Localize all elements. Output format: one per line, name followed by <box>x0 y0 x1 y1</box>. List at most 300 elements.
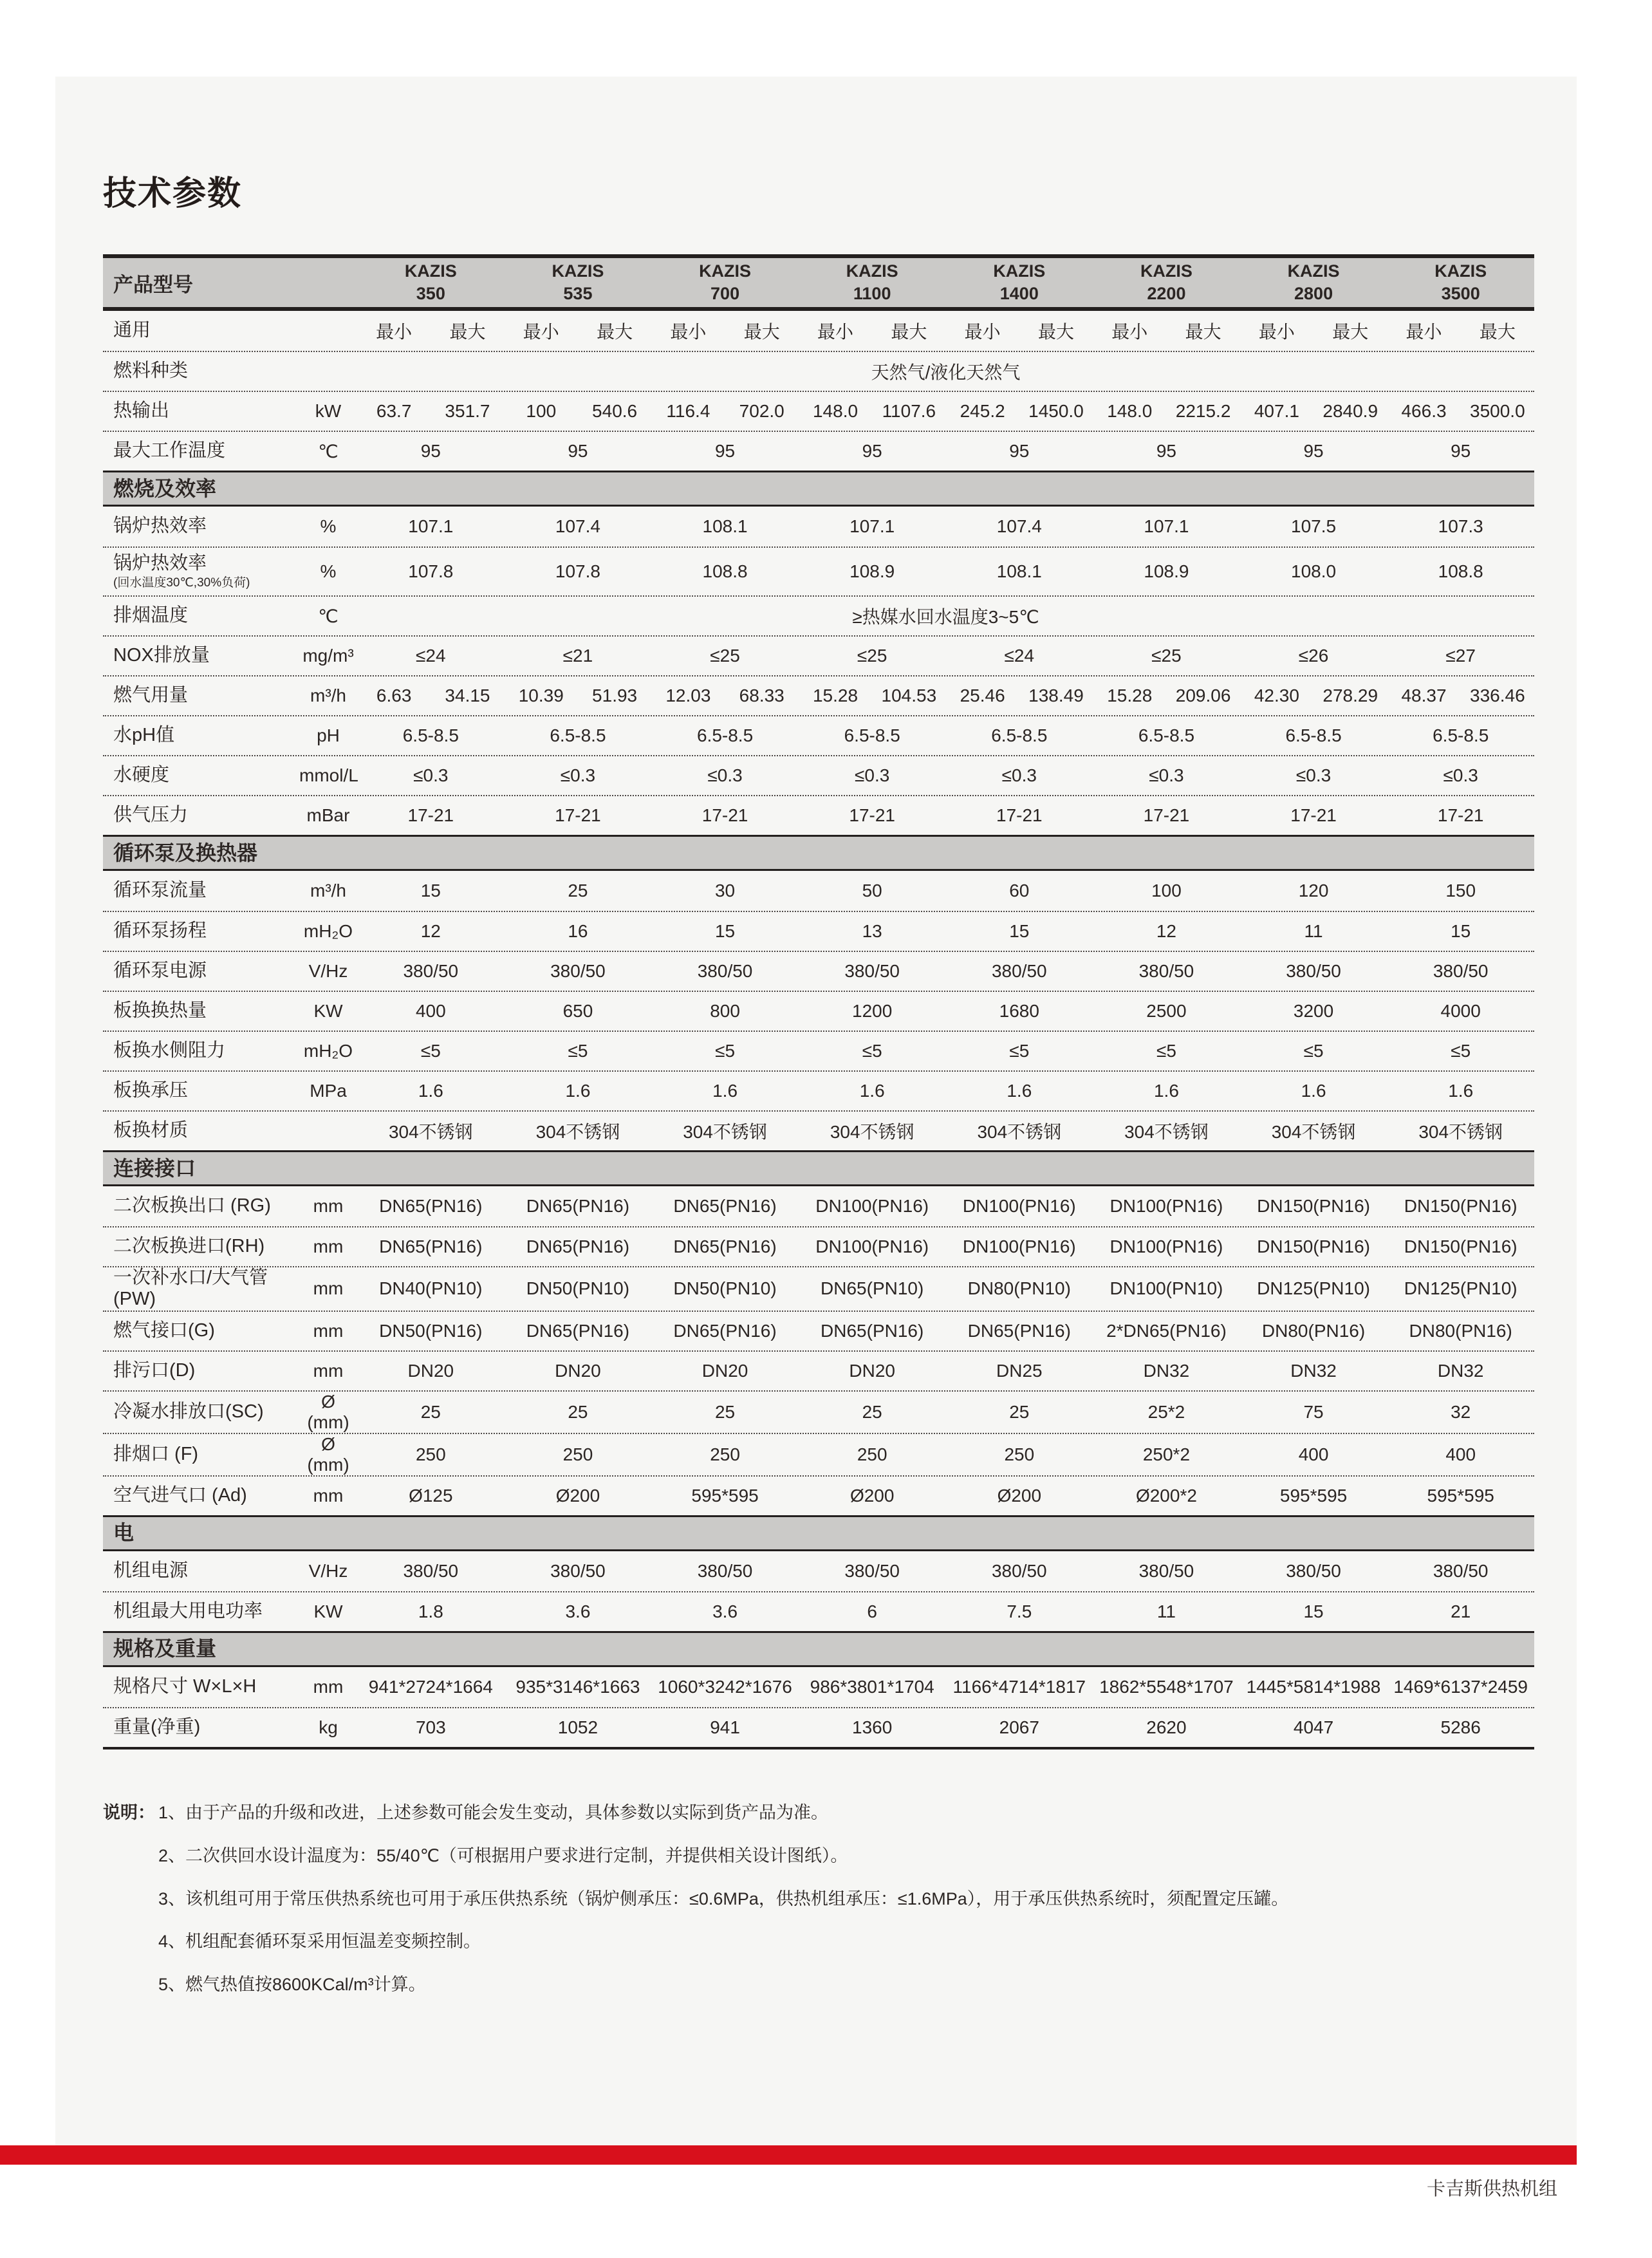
value-cell: 108.0 <box>1291 561 1337 581</box>
note-line <box>103 1889 1487 1910</box>
value-cell: 2500 <box>1146 1001 1187 1021</box>
value-cell: 2620 <box>1146 1717 1187 1737</box>
max-label: 最大 <box>1037 322 1074 342</box>
table-row <box>103 1390 1534 1433</box>
page-title: 技术参数 <box>103 175 243 212</box>
row-unit: mmol/L <box>299 765 358 785</box>
value-pair-cell <box>799 686 946 706</box>
value-cell: ≤5 <box>420 1041 441 1061</box>
model-header <box>1240 260 1387 305</box>
value-pair-cell <box>1387 401 1534 422</box>
value-cell: 304不锈钢 <box>1271 1122 1356 1142</box>
value-cell: 941*2724*1664 <box>368 1676 493 1697</box>
row-label <box>103 440 299 462</box>
value-pair-cell <box>1240 401 1387 422</box>
row-label-text: 循环泵电源 <box>113 960 207 982</box>
value-cell: 95 <box>862 441 882 461</box>
value-cell: DN65(PN16) <box>379 1236 483 1256</box>
value-cell: Ø200 <box>997 1485 1042 1506</box>
row-label <box>103 1717 299 1738</box>
row-label-text: 重量(净重) <box>113 1717 201 1738</box>
row-label <box>103 765 299 786</box>
model-code: 1400 <box>999 284 1039 303</box>
max-value: 1450.0 <box>1028 401 1084 421</box>
value-cell: ≤5 <box>862 1041 882 1061</box>
model-code: 3500 <box>1441 284 1480 303</box>
value-cell: DN100(PN16) <box>1109 1236 1223 1256</box>
row-unit: m³/h <box>310 686 346 705</box>
section-label: 循环泵及换热器 <box>113 841 258 864</box>
value-cell: 1.6 <box>1448 1081 1474 1101</box>
model-header <box>799 260 946 305</box>
row-label-text: 排烟温度 <box>113 605 189 626</box>
value-pair-cell <box>799 401 946 422</box>
value-cell: DN100(PN16) <box>962 1196 1076 1216</box>
table-row <box>103 431 1534 471</box>
max-value: 278.29 <box>1323 686 1378 705</box>
row-label <box>103 685 299 706</box>
max-value: 336.46 <box>1470 686 1525 705</box>
max-value: 2840.9 <box>1323 401 1378 421</box>
value-cell: 2*DN65(PN16) <box>1106 1320 1227 1341</box>
table-row <box>103 1266 1534 1311</box>
value-cell: 380/50 <box>1286 1560 1341 1581</box>
value-cell: 17-21 <box>1437 805 1484 825</box>
row-unit: ℃ <box>318 441 339 462</box>
value-cell: 5286 <box>1440 1717 1481 1737</box>
table-row <box>103 951 1534 991</box>
row-label-text: 循环泵扬程 <box>113 920 207 942</box>
value-cell: 25 <box>862 1401 882 1422</box>
value-cell: 1166*4714*1817 <box>952 1676 1086 1697</box>
min-value: 12.03 <box>665 686 711 705</box>
value-cell: 6 <box>867 1601 877 1621</box>
table-row <box>103 1707 1534 1747</box>
max-value: 2215.2 <box>1175 401 1231 421</box>
min-label: 最小 <box>670 322 707 342</box>
value-cell: 6.5-8.5 <box>1285 725 1342 745</box>
value-cell: DN20 <box>701 1360 748 1381</box>
row-label <box>103 1560 299 1582</box>
value-pair-cell <box>946 401 1093 422</box>
minmax-cell <box>357 318 505 344</box>
value-cell: ≤25 <box>857 646 887 666</box>
value-pair-cell <box>505 401 652 422</box>
value-cell: ≤5 <box>1451 1041 1471 1061</box>
value-cell: DN150(PN16) <box>1257 1196 1370 1216</box>
row-label-text: 空气进气口 (Ad) <box>113 1485 247 1506</box>
max-value: 104.53 <box>881 686 937 705</box>
row-label <box>103 1236 299 1257</box>
row-label <box>103 1195 299 1217</box>
row-unit: mm <box>313 1320 344 1341</box>
note-text: 2、二次供回水设计温度为：55/40℃（可根据用户要求进行定制，并提供相关设计图纸）。 <box>158 1845 848 1865</box>
row-label <box>103 805 299 826</box>
value-cell: 15 <box>420 881 441 900</box>
value-cell: ≤0.3 <box>1001 765 1037 785</box>
row-unit: KW <box>313 1001 343 1021</box>
min-label: 最小 <box>523 322 559 342</box>
row-label-text: 排烟口 (F) <box>113 1444 199 1465</box>
min-value: 15.28 <box>812 686 858 705</box>
value-cell: 107.8 <box>408 561 454 581</box>
row-unit: Ø (mm) <box>307 1433 349 1475</box>
table-row <box>103 391 1534 431</box>
value-cell: 108.9 <box>849 561 895 581</box>
value-pair-cell <box>1093 401 1240 422</box>
note-line <box>103 1931 1487 1953</box>
table-row <box>103 311 1534 351</box>
value-cell: 3.6 <box>712 1601 738 1621</box>
value-cell: 380/50 <box>1286 961 1341 981</box>
value-cell: DN65(PN16) <box>673 1196 777 1216</box>
row-unit: mH₂O <box>303 1041 353 1061</box>
value-cell: 108.1 <box>702 516 748 536</box>
max-value: 1107.6 <box>882 401 936 421</box>
value-cell: 380/50 <box>550 1560 606 1581</box>
value-cell: 380/50 <box>1433 1560 1489 1581</box>
minmax-cell <box>505 318 652 344</box>
min-value: 148.0 <box>812 401 858 421</box>
value-pair-cell <box>1093 686 1240 706</box>
value-cell: ≤26 <box>1298 646 1329 666</box>
value-pair-cell <box>946 686 1093 706</box>
value-cell: DN50(PN10) <box>526 1278 630 1299</box>
row-unit: mm <box>313 1676 344 1697</box>
value-cell: ≤24 <box>416 646 446 666</box>
value-cell: 250 <box>415 1444 446 1464</box>
value-cell: 1469*6137*2459 <box>1393 1676 1528 1697</box>
value-cell: DN150(PN16) <box>1257 1236 1370 1256</box>
value-cell: 250 <box>1004 1444 1035 1464</box>
value-cell: 304不锈钢 <box>830 1122 914 1142</box>
row-span-value: 天然气/液化天然气 <box>871 362 1021 382</box>
value-cell: 12 <box>420 921 441 941</box>
value-cell: DN125(PN10) <box>1404 1278 1517 1299</box>
min-label: 最小 <box>1111 322 1148 342</box>
value-cell: 25 <box>420 1401 441 1422</box>
max-label: 最大 <box>891 322 927 342</box>
value-cell: 6.5-8.5 <box>550 725 606 745</box>
value-cell: ≤25 <box>710 646 740 666</box>
max-label: 最大 <box>1185 322 1221 342</box>
value-cell: 95 <box>420 441 441 461</box>
table-row <box>103 1591 1534 1631</box>
minmax-cell <box>946 318 1093 344</box>
value-cell: 108.1 <box>996 561 1042 581</box>
value-cell: ≤5 <box>1156 1041 1176 1061</box>
value-cell: 380/50 <box>844 961 900 981</box>
value-cell: DN65(PN10) <box>821 1278 924 1299</box>
max-label: 最大 <box>1479 322 1516 342</box>
row-label <box>103 553 299 590</box>
value-cell: DN65(PN16) <box>526 1196 630 1216</box>
max-value: 209.06 <box>1175 686 1231 705</box>
row-label-text: 二次板换进口(RH) <box>113 1236 265 1257</box>
row-label-text: 循环泵流量 <box>113 880 207 901</box>
value-cell: 3.6 <box>565 1601 591 1621</box>
value-cell: 1060*3242*1676 <box>658 1676 792 1697</box>
min-value: 63.7 <box>376 401 412 421</box>
value-cell: 15 <box>1303 1601 1324 1621</box>
value-cell: 380/50 <box>403 961 459 981</box>
row-unit: mBar <box>306 805 350 825</box>
section-label: 电 <box>113 1521 135 1545</box>
section-label: 规格及重量 <box>113 1637 217 1661</box>
row-label-text: 水硬度 <box>113 765 170 786</box>
value-cell: 107.1 <box>849 516 895 536</box>
max-label: 最大 <box>449 322 486 342</box>
model-header <box>357 260 505 305</box>
value-cell: DN40(PN10) <box>379 1278 483 1299</box>
value-cell: 60 <box>1009 881 1030 900</box>
value-cell: 400 <box>415 1001 446 1021</box>
value-cell: Ø200 <box>849 1485 895 1506</box>
row-span-value: ≥热媒水回水温度3~5℃ <box>852 607 1039 627</box>
value-cell: 4000 <box>1440 1001 1481 1021</box>
value-cell: DN150(PN16) <box>1404 1236 1517 1256</box>
value-cell: 6.5-8.5 <box>696 725 754 745</box>
row-unit: m³/h <box>310 881 346 900</box>
value-cell: 400 <box>1298 1444 1329 1464</box>
model-brand: KAZIS <box>699 261 752 281</box>
value-cell: 250 <box>562 1444 593 1464</box>
max-label: 最大 <box>597 322 633 342</box>
table-row <box>103 871 1534 911</box>
value-cell: 15 <box>1451 921 1471 941</box>
value-cell: 1.6 <box>565 1081 591 1101</box>
value-cell: DN100(PN10) <box>1109 1278 1223 1299</box>
row-label-text: 燃气接口(G) <box>113 1320 215 1341</box>
min-value: 6.63 <box>376 686 412 705</box>
max-value: 702.0 <box>739 401 784 421</box>
row-label-text: 通用 <box>113 320 151 341</box>
value-cell: 595*595 <box>691 1485 759 1506</box>
value-cell: 380/50 <box>1138 961 1194 981</box>
value-cell: 595*595 <box>1279 1485 1348 1506</box>
value-cell: 25*2 <box>1147 1401 1185 1422</box>
table-row <box>103 1475 1534 1515</box>
row-unit: mH₂O <box>303 921 353 941</box>
row-label-text: NOX排放量 <box>113 645 210 666</box>
table-row <box>103 595 1534 635</box>
value-cell: ≤5 <box>1303 1041 1324 1061</box>
value-cell: 304不锈钢 <box>388 1122 473 1142</box>
row-unit: % <box>320 561 337 581</box>
value-cell: 7.5 <box>1007 1601 1032 1621</box>
model-brand: KAZIS <box>404 261 457 281</box>
section-header-row <box>103 1631 1534 1667</box>
minmax-cell <box>1240 318 1387 344</box>
value-cell: 17-21 <box>555 805 601 825</box>
value-cell: 25 <box>714 1401 736 1422</box>
value-cell: DN65(PN16) <box>526 1320 630 1341</box>
value-cell: 400 <box>1445 1444 1476 1464</box>
row-sublabel: (回水温度30℃,30%负荷) <box>113 575 250 590</box>
value-cell: 250 <box>710 1444 740 1464</box>
row-unit: mm <box>313 1360 344 1381</box>
value-cell: 107.1 <box>408 516 454 536</box>
value-cell: 703 <box>415 1717 446 1737</box>
value-cell: ≤25 <box>1151 646 1182 666</box>
value-cell: DN80(PN16) <box>1261 1320 1366 1341</box>
value-cell: 1.8 <box>418 1601 443 1621</box>
min-value: 42.30 <box>1254 686 1299 705</box>
value-cell: 380/50 <box>1433 961 1489 981</box>
row-label-text: 热输出 <box>113 400 170 422</box>
value-cell: 380/50 <box>403 1560 459 1581</box>
model-header <box>1093 260 1240 305</box>
row-label-text: 燃气用量 <box>113 685 189 706</box>
note-text: 3、该机组可用于常压供热系统也可用于承压供热系统（锅炉侧承压：≤0.6MPa，供热机组承压：≤1.6MPa），用于承压供热系统时，须配置定压罐。 <box>158 1889 1289 1908</box>
value-cell: 95 <box>1156 441 1177 461</box>
value-cell: 1.6 <box>1007 1081 1032 1101</box>
minmax-cell <box>651 318 799 344</box>
value-cell: ≤5 <box>568 1041 588 1061</box>
model-code: 1100 <box>853 284 891 303</box>
value-cell: DN20 <box>407 1360 454 1381</box>
row-unit: kg <box>319 1717 338 1737</box>
model-header <box>946 260 1093 305</box>
value-cell: DN150(PN16) <box>1404 1196 1517 1216</box>
value-cell: 380/50 <box>697 1560 753 1581</box>
row-label-text: 板换换热量 <box>113 1000 207 1022</box>
row-label <box>103 1320 299 1341</box>
value-cell: 107.3 <box>1438 516 1483 536</box>
table-row <box>103 635 1534 675</box>
value-cell: 17-21 <box>1143 805 1190 825</box>
value-cell: DN32 <box>1290 1360 1337 1381</box>
row-label <box>103 1267 299 1311</box>
section-header-row <box>103 1515 1534 1551</box>
model-code: 2800 <box>1294 284 1333 303</box>
value-cell: 16 <box>568 921 588 941</box>
model-header <box>505 260 652 305</box>
min-value: 466.3 <box>1401 401 1447 421</box>
table-row <box>103 1551 1534 1591</box>
value-cell: DN65(PN16) <box>673 1320 777 1341</box>
model-brand: KAZIS <box>1140 261 1193 281</box>
value-cell: 95 <box>1303 441 1324 461</box>
value-cell: 17-21 <box>1290 805 1337 825</box>
table-row <box>103 1350 1534 1390</box>
row-label <box>103 1676 299 1697</box>
min-value: 10.39 <box>518 686 564 705</box>
value-pair-cell <box>1387 686 1534 706</box>
row-label <box>103 1601 299 1622</box>
min-value: 407.1 <box>1254 401 1299 421</box>
table-row <box>103 351 1534 391</box>
table-row <box>103 507 1534 546</box>
value-cell: 50 <box>862 881 882 900</box>
max-value: 68.33 <box>739 686 784 705</box>
value-cell: 250*2 <box>1142 1444 1191 1464</box>
footer-brand-text: 卡吉斯供热机组 <box>1426 2179 1557 2199</box>
row-label-text: 二次板换出口 (RG) <box>113 1195 271 1217</box>
note-line <box>103 1802 1487 1824</box>
value-cell: DN25 <box>996 1360 1043 1381</box>
value-cell: 1445*5814*1988 <box>1246 1676 1381 1697</box>
value-cell: 986*3801*1704 <box>810 1676 934 1697</box>
value-cell: 304不锈钢 <box>1124 1122 1209 1142</box>
value-cell: DN100(PN16) <box>815 1236 929 1256</box>
value-cell: 380/50 <box>1138 1560 1194 1581</box>
row-label-text: 冷凝水排放口(SC) <box>113 1401 264 1423</box>
max-label: 最大 <box>1332 322 1369 342</box>
row-unit: Ø (mm) <box>307 1391 349 1432</box>
row-unit: MPa <box>310 1081 347 1101</box>
row-unit: pH <box>317 725 340 745</box>
row-label-text: 燃料种类 <box>113 360 189 382</box>
value-cell: 4047 <box>1293 1717 1334 1737</box>
table-header-row <box>103 254 1534 311</box>
table-row <box>103 1110 1534 1150</box>
value-cell: 380/50 <box>697 961 753 981</box>
row-label-text: 锅炉热效率 <box>113 553 207 574</box>
notes-block <box>103 1802 1487 2017</box>
value-cell: 1.6 <box>1301 1081 1326 1101</box>
model-header <box>651 260 799 305</box>
value-cell: ≤27 <box>1445 646 1476 666</box>
value-cell: 380/50 <box>550 961 606 981</box>
value-cell: ≤0.3 <box>855 765 890 785</box>
value-pair-cell <box>505 686 652 706</box>
row-unit: kW <box>315 401 342 421</box>
value-cell: DN50(PN16) <box>379 1320 483 1341</box>
value-pair-cell <box>651 401 799 422</box>
value-cell: 6.5-8.5 <box>1433 725 1489 745</box>
row-unit: mm <box>313 1196 344 1216</box>
row-label <box>103 1000 299 1022</box>
value-cell: 1.6 <box>418 1081 443 1101</box>
value-cell: 95 <box>714 441 736 461</box>
value-cell: 107.5 <box>1291 516 1337 536</box>
value-cell: 107.4 <box>996 516 1042 536</box>
model-code: 350 <box>416 284 445 303</box>
value-cell: DN125(PN10) <box>1257 1278 1370 1299</box>
value-cell: 3200 <box>1293 1001 1334 1021</box>
value-cell: 1200 <box>852 1001 893 1021</box>
row-label-text: 机组最大用电功率 <box>113 1601 263 1622</box>
value-cell: 250 <box>857 1444 887 1464</box>
row-unit: V/Hz <box>308 1560 348 1581</box>
value-cell: 15 <box>714 921 736 941</box>
row-unit: KW <box>313 1601 343 1621</box>
value-cell: 108.9 <box>1144 561 1189 581</box>
table-row <box>103 715 1534 755</box>
row-label-text: 一次补水口/大气管(PW) <box>113 1267 268 1310</box>
note-line <box>103 1845 1487 1867</box>
product-label: 产品型号 <box>113 273 193 296</box>
row-label <box>103 1360 299 1381</box>
value-cell: 108.8 <box>1438 561 1483 581</box>
row-unit: % <box>320 516 337 536</box>
value-cell: 1.6 <box>712 1081 738 1101</box>
value-cell: ≤24 <box>1004 646 1035 666</box>
value-cell: 941 <box>710 1717 740 1737</box>
value-cell: DN100(PN16) <box>1109 1196 1223 1216</box>
value-pair-cell <box>1240 686 1387 706</box>
value-cell: ≤21 <box>562 646 593 666</box>
row-label <box>103 725 299 746</box>
minmax-cell <box>1093 318 1240 344</box>
row-label-text: 板换材质 <box>113 1120 189 1141</box>
table-row <box>103 1311 1534 1350</box>
min-value: 25.46 <box>960 686 1005 705</box>
model-brand: KAZIS <box>993 261 1046 281</box>
value-cell: 95 <box>1009 441 1030 461</box>
min-label: 最小 <box>964 322 1001 342</box>
